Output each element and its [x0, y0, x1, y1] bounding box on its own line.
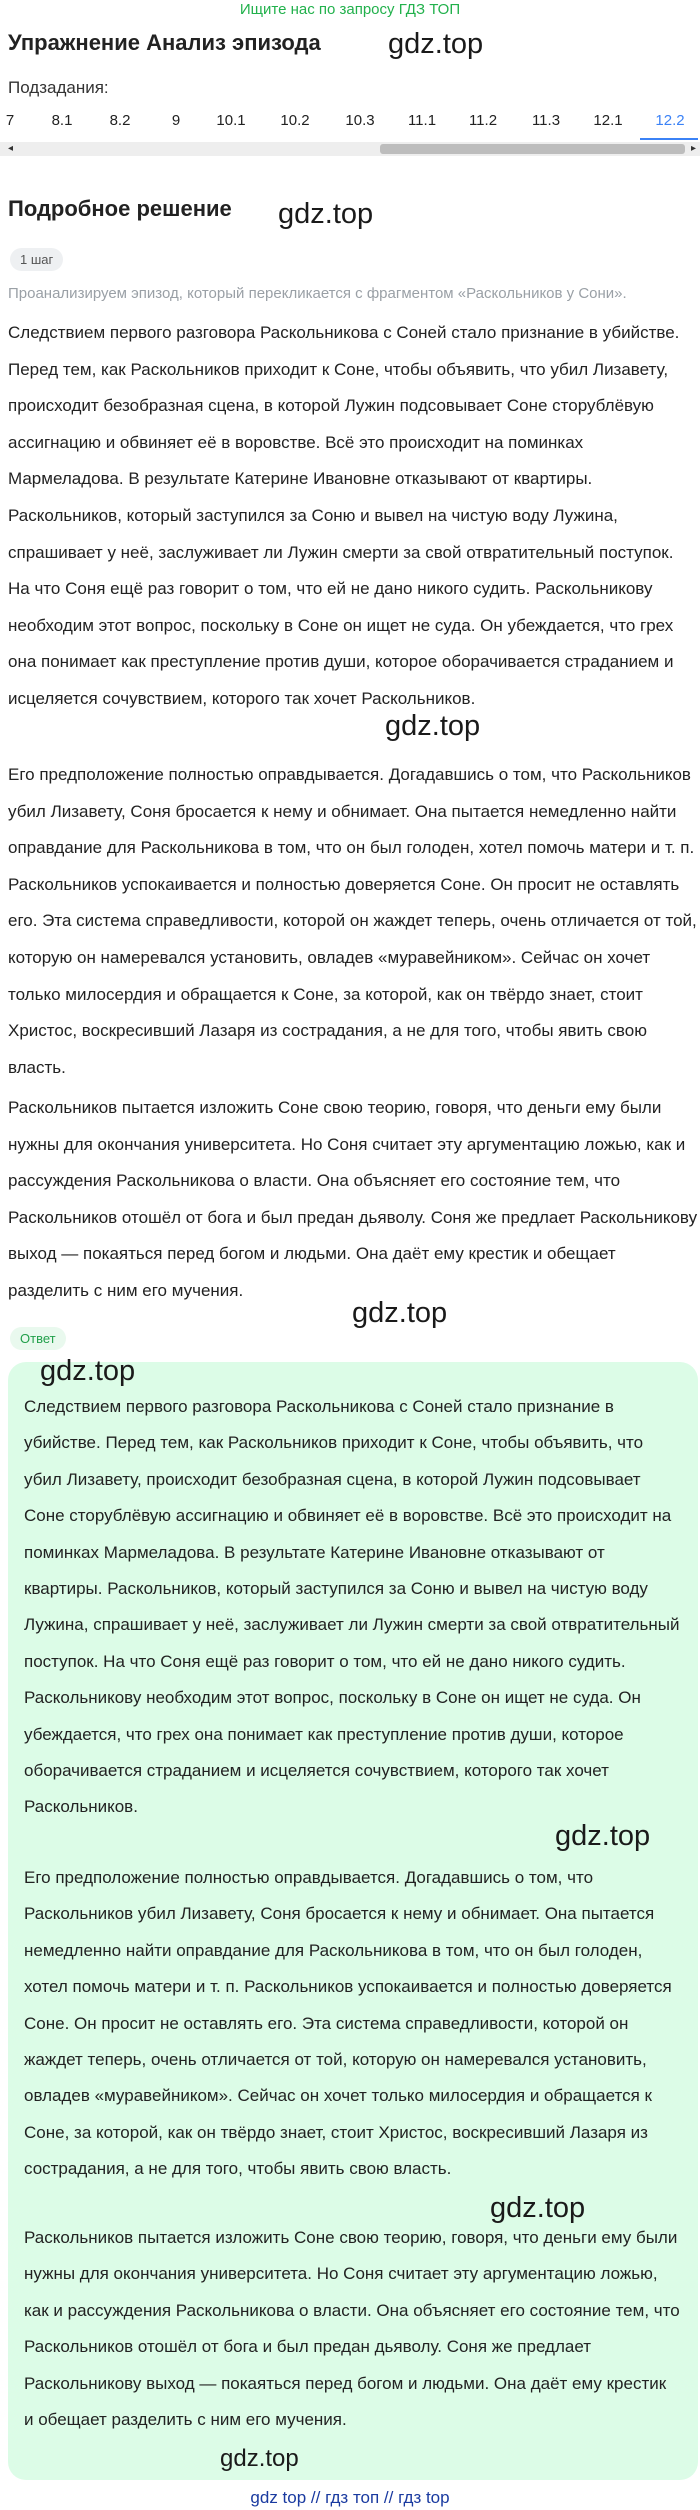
- subtask-tab[interactable]: 7: [5, 112, 15, 129]
- watermark: gdz.top: [490, 2192, 586, 2224]
- subtask-tab[interactable]: 8.1: [51, 112, 73, 129]
- subtask-tab[interactable]: 12.1: [593, 112, 623, 129]
- answer-paragraph: Раскольников пытается изложить Соне свою теорию, говоря, что деньги ему были нужны для окончания университета. Но Соня считает эту аргументацию ложью, как и рассуждения Раскольникова о власти. Она объясняет его состояние тем, что Раскольников отошёл от бога и был предан дьяволу. Соня же предлает Раскольникову выход — покаяться перед богом и людьми. Она даёт ему крестик и обещает разделить с ним его мучения.: [24, 2228, 680, 2430]
- subtask-tab[interactable]: 11.2: [468, 112, 498, 129]
- watermark: gdz.top: [385, 710, 481, 742]
- answer-paragraph: Его предположение полностью оправдывается. Догадавшись о том, что Раскольников убил Лизавету, Соня бросается к нему и обнимает. Она пытается немедленно найти оправдание для Раскольникова в том, что он был голоден, хотел помочь матери и т. п. Раскольников успокаивается и полностью доверяется Соне. Он просит не оставлять его. Эта система справедливости, которой он жаждет теперь, очень отличается от той, которую он намеревался установить, овладев «муравейником». Сейчас он хочет только милосердия и обращается к Соне, за которой, как он твёрдо знает, стоит Христос, воскресивший Лазаря из сострадания, а не для того, чтобы явить свою власть.: [24, 1868, 672, 2179]
- subtasks-label: Подзадания:: [8, 78, 109, 97]
- solution-intro: Проанализируем эпизод, который перекликается с фрагментом «Раскольников у Сони».: [8, 285, 627, 302]
- subtask-tab-active[interactable]: 12.2: [655, 112, 685, 129]
- promo-banner[interactable]: Ищите нас по запросу ГДЗ ТОП: [239, 1, 461, 18]
- solution-title: Подробное решение: [8, 196, 232, 221]
- scrollbar-thumb[interactable]: [380, 144, 685, 154]
- solution-paragraph: Его предположение полностью оправдывается. Догадавшись о том, что Раскольников убил Лизавету, Соня бросается к нему и обнимает. Она пытается немедленно найти оправдание для Раскольникова в том, что он был голоден, хотел помочь матери и т. п. Раскольников успокаивается и полностью доверяется Соне. Он просит не оставлять его. Эта система справедливости, которой он жаждет теперь, очень отличается от той, которую он намеревался установить, овладев «муравейником». Сейчас он хочет только милосердия и обращается к Соне, за которой, как он твёрдо знает, стоит Христос, воскресивший Лазаря из сострадания, а не для того, чтобы явить свою власть.: [8, 765, 697, 1077]
- active-tab-indicator: [640, 138, 698, 140]
- subtask-tab[interactable]: 9: [171, 112, 181, 129]
- footer-links[interactable]: gdz top // гдз топ // гдз top: [250, 2488, 450, 2507]
- subtask-tab[interactable]: 10.2: [280, 112, 310, 129]
- scroll-right-icon[interactable]: ▸: [690, 143, 696, 154]
- answer-paragraph: Следствием первого разговора Раскольникова с Соней стало признание в убийстве. Перед тем, как Раскольников приходит к Соне, чтобы объявить, что убил Лизавету, происходит безобразная сцена, в которой Лужин подсовывает Соне сторублёвую ассигнацию и обвиняет её в воровстве. Всё это происходит на поминках Мармеладова. В результате Катерине Ивановне отказывают от квартиры. Раскольников, который заступился за Соню и вывел на чистую воду Лужина, спрашивает у неё, заслуживает ли Лужин смерти за свой отвратительный поступок. На что Соня ещё раз говорит о том, что ей не дано никого судить. Раскольникову необходим этот вопрос, поскольку в Соне он ищет не суда. Он убеждается, что грех она понимает как преступление против души, которое оборачивается страданием и исцеляется сочувствием, которого так хочет Раскольников.: [24, 1397, 680, 1817]
- solution-paragraph: Следствием первого разговора Раскольникова с Соней стало признание в убийстве. Перед тем, как Раскольников приходит к Соне, чтобы объявить, что убил Лизавету, происходит безобразная сцена, в которой Лужин подсовывает Соне сторублёвую ассигнацию и обвиняет её в воровстве. Всё это происходит на поминках Мармеладова. В результате Катерине Ивановне отказывают от квартиры. Раскольников, который заступился за Соню и вывел на чистую воду Лужина, спрашивает у неё, заслуживает ли Лужин смерти за свой отвратительный поступок. На что Соня ещё раз говорит о том, что ей не дано никого судить. Раскольникову необходим этот вопрос, поскольку в Соне он ищет не суда. Он убеждается, что грех она понимает как преступление против души, которое оборачивается страданием и исцеляется сочувствием, которого так хочет Раскольников.: [8, 323, 680, 708]
- scroll-left-icon[interactable]: ◂: [8, 143, 14, 154]
- watermark: gdz.top: [220, 2445, 299, 2472]
- subtask-tab[interactable]: 11.1: [407, 112, 437, 129]
- page-title: Упражнение Анализ эпизода: [8, 30, 321, 55]
- watermark: gdz.top: [388, 28, 484, 60]
- step-badge: 1 шаг: [10, 248, 63, 271]
- horizontal-scrollbar[interactable]: [0, 142, 700, 156]
- watermark: gdz.top: [40, 1355, 136, 1387]
- subtask-tab[interactable]: 10.3: [345, 112, 375, 129]
- solution-paragraph: Раскольников пытается изложить Соне свою теорию, говоря, что деньги ему были нужны для окончания университета. Но Соня считает эту аргументацию ложью, как и рассуждения Раскольникова о власти. Она объясняет его состояние тем, что Раскольников отошёл от бога и был предан дьяволу. Соня же предлает Раскольникову выход — покаяться перед богом и людьми. Она даёт ему крестик и обещает разделить с ним его мучения.: [8, 1098, 698, 1300]
- watermark: gdz.top: [352, 1297, 448, 1329]
- subtask-tab[interactable]: 11.3: [531, 112, 561, 129]
- subtask-tab[interactable]: 10.1: [216, 112, 246, 129]
- subtasks-tabs: [0, 108, 700, 138]
- answer-badge: Ответ: [10, 1327, 66, 1350]
- subtask-tab[interactable]: 8.2: [109, 112, 131, 129]
- watermark: gdz.top: [555, 1820, 651, 1852]
- watermark: gdz.top: [278, 198, 374, 230]
